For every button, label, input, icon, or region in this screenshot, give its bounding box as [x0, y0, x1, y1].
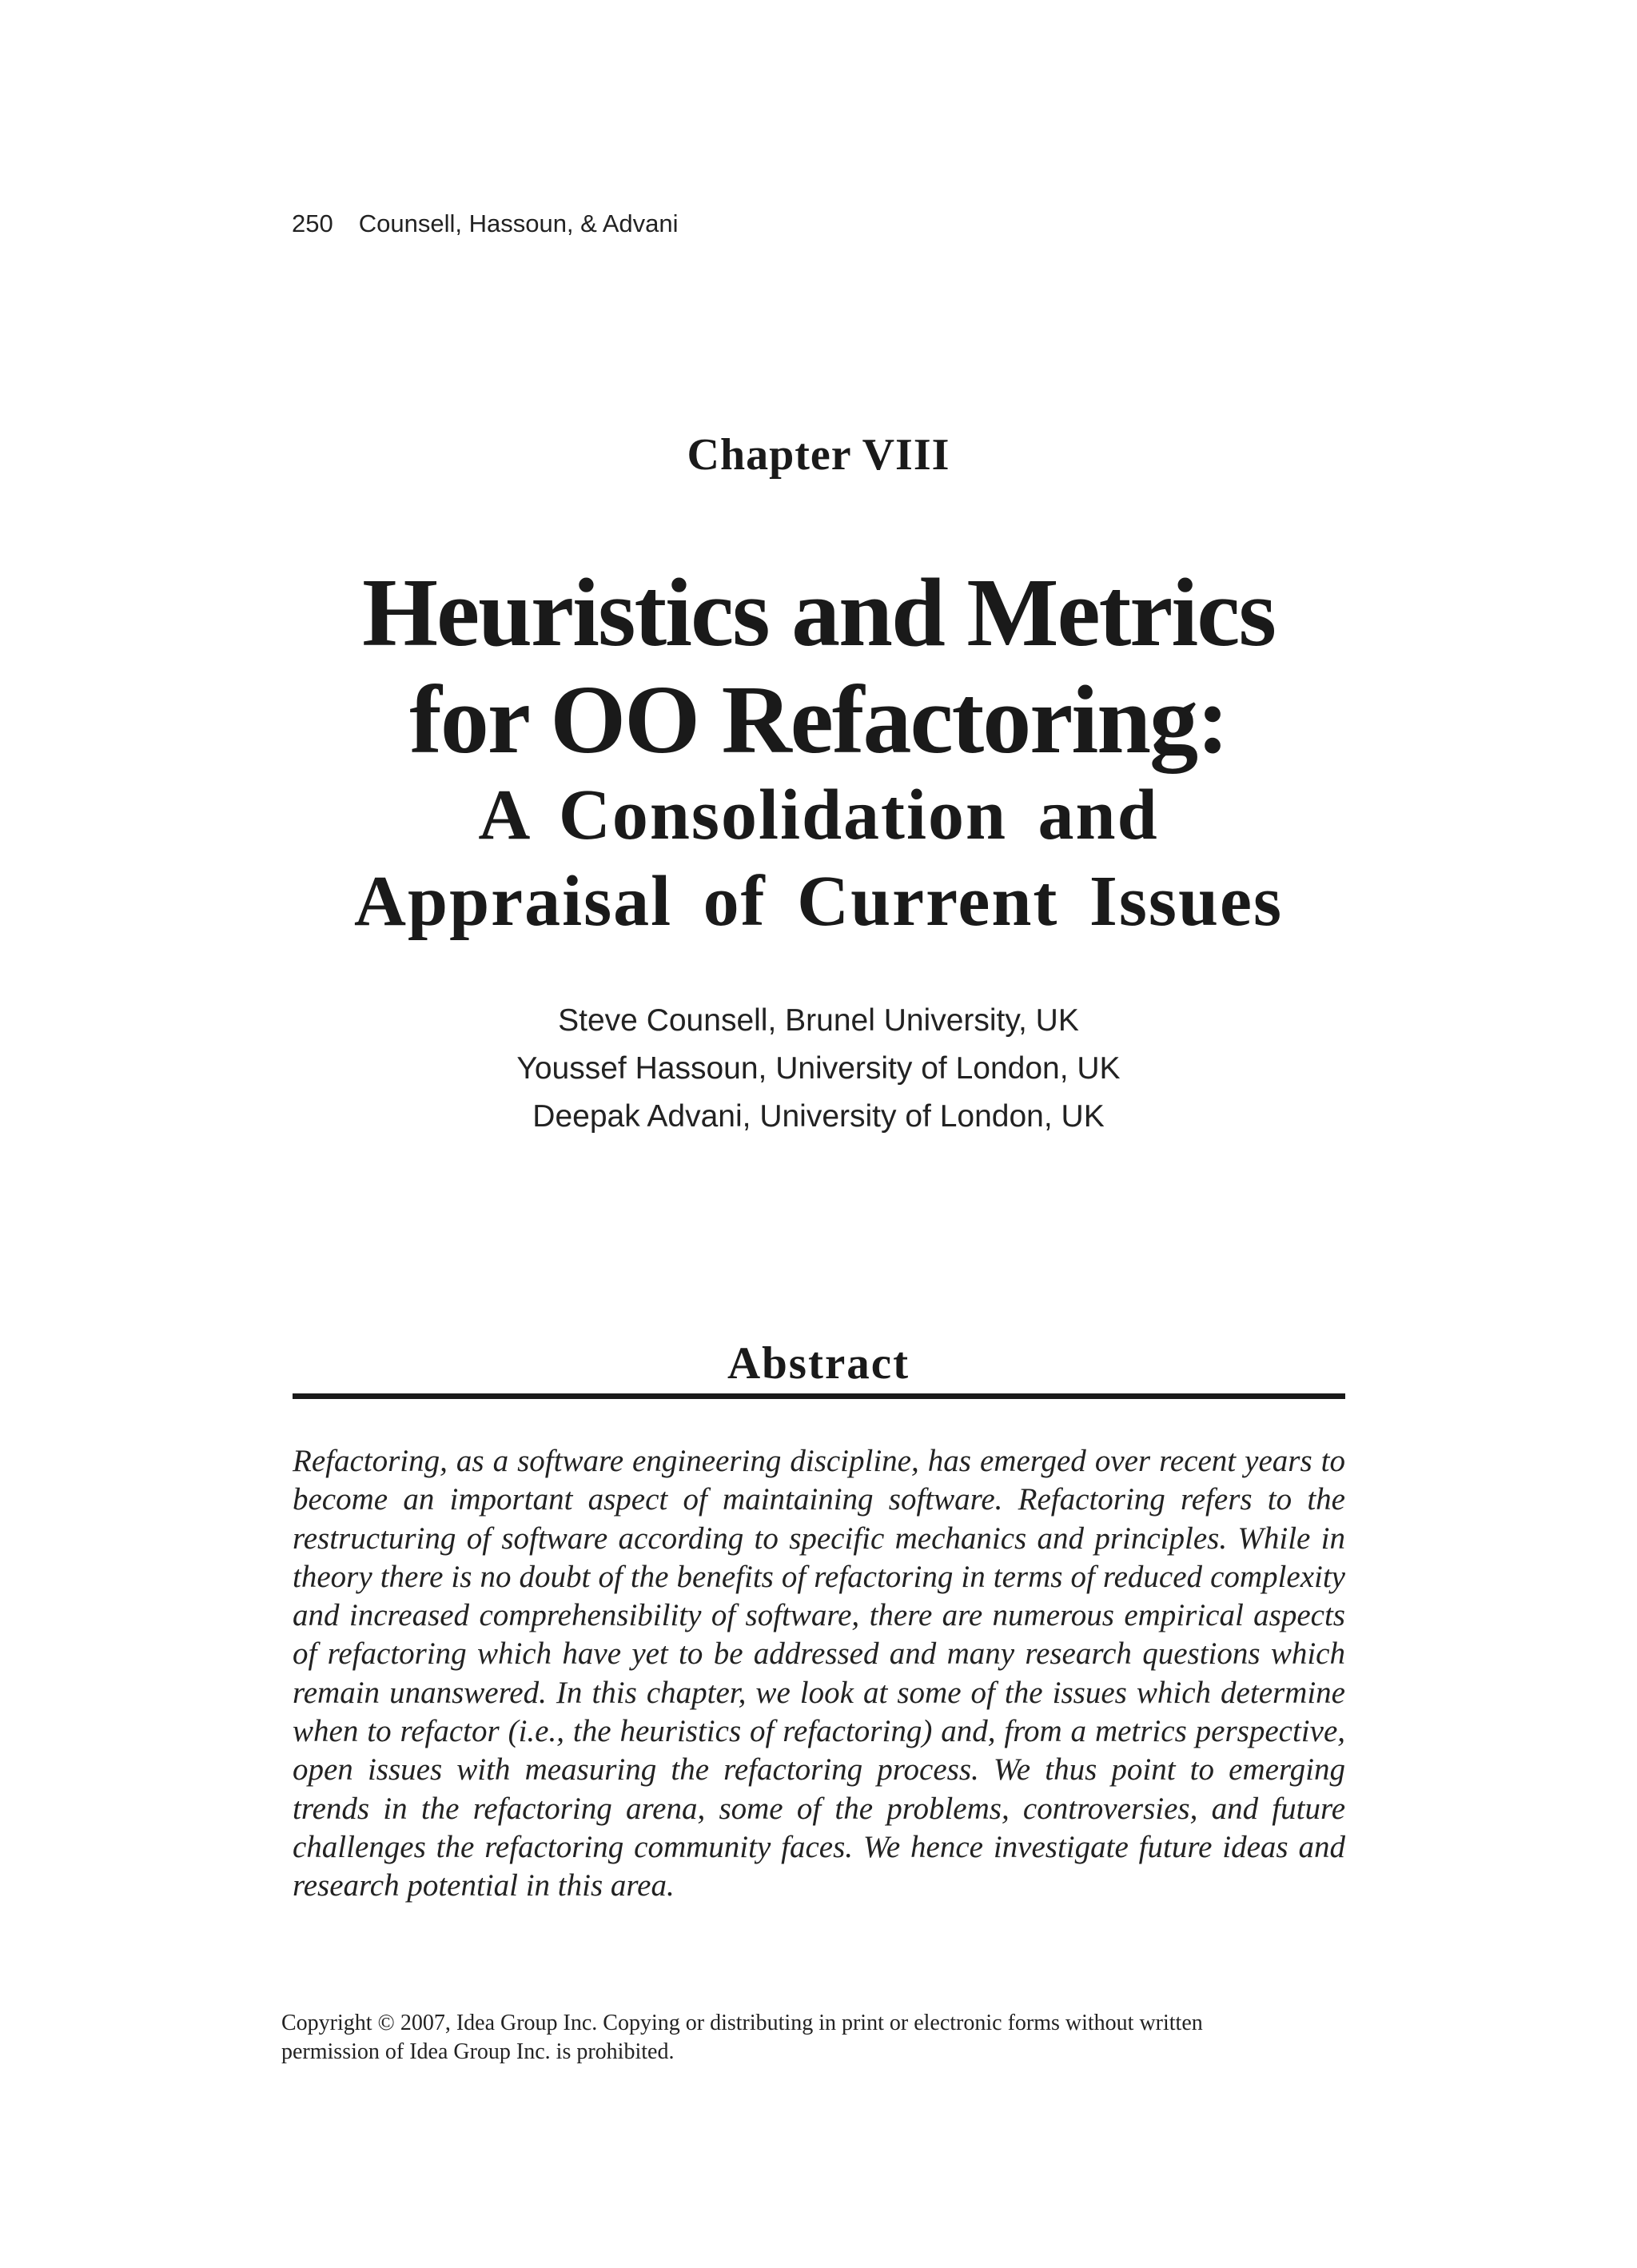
chapter-title [0, 560, 1637, 774]
running-title: Counsell, Hassoun, & Advani [358, 209, 679, 237]
chapter-title-line-1: Heuristics and Metrics [362, 559, 1275, 667]
page-number: 250 [292, 209, 333, 237]
running-header [292, 209, 679, 238]
abstract-divider [293, 1393, 1345, 1399]
copyright-notice [281, 2009, 1336, 2067]
copyright-line-2: permission of Idea Group Inc. is prohibited. [281, 2039, 675, 2064]
abstract-heading: Abstract [727, 1338, 910, 1389]
chapter-subtitle-line-1: A Consolidation and [478, 775, 1159, 855]
chapter-subtitle-line-2: Appraisal of Current Issues [354, 862, 1283, 941]
author-list [0, 997, 1637, 1141]
author-affiliation: Deepak Advani, University of London, UK [532, 1099, 1105, 1134]
chapter-title-line-2: for OO Refactoring: [409, 666, 1228, 774]
author-affiliation: Steve Counsell, Brunel University, UK [558, 1003, 1079, 1038]
chapter-label: Chapter VIII [687, 430, 950, 480]
author-affiliation: Youssef Hassoun, University of London, UK [516, 1051, 1121, 1086]
chapter-subtitle [0, 772, 1637, 945]
copyright-line-1: Copyright © 2007, Idea Group Inc. Copying or distributing in print or electronic forms without written [281, 2011, 1203, 2035]
abstract-body: Refactoring, as a software engineering discipline, has emerged over recent years to become an important aspect of maintaining software. Refactoring refers to the restructuring of software according to specific mechanics and principles. While in theory there is no doubt of the benefits of refactoring in terms of reduced complexity and increased comprehensibility of software, there are numerous empirical aspects of refactoring which have yet to be addressed and many research questions which remain unanswered. In this chapter, we look at some of the issues which determine when to refactor (i.e., the heuristics of refactoring) and, from a metrics perspective, open issues with measuring the refactoring process. We thus point to emerging trends in the refactoring arena, some of the problems, controversies, and future challenges the refactoring community faces. We hence investigate future ideas and research potential in this area. [293, 1444, 1345, 1903]
